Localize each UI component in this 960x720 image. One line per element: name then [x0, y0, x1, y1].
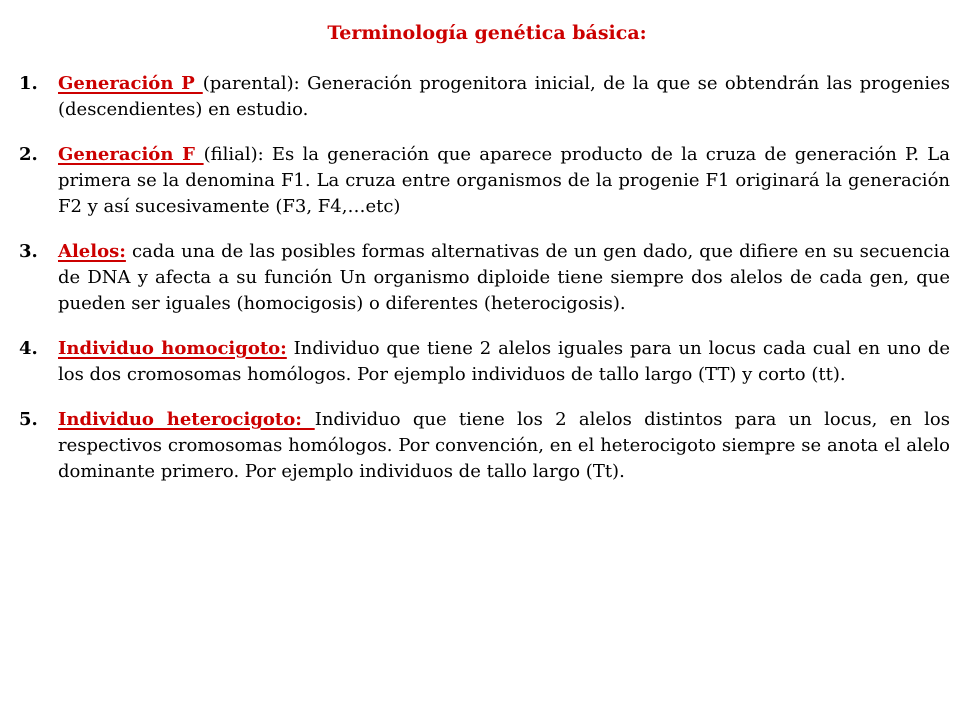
page-title: Terminología genética básica:: [327, 22, 647, 44]
list-item: [16, 336, 950, 388]
term-name: Generación F: [58, 144, 204, 165]
list-item: [16, 71, 950, 123]
list-item: [16, 239, 950, 317]
list-item: [16, 142, 950, 220]
term-definition: Individuo que tiene los 2 alelos distintos para un locus, en los respectivos cromosomas homólogos. Por convención, en el heterocigoto siempre se anota el alelo dominante primero. Por ejemplo individuos de tallo largo (Tt).: [58, 409, 950, 482]
term-definition: cada una de las posibles formas alternativas de un gen dado, que difiere en su secuencia de DNA y afecta a su función Un organismo diploide tiene siempre dos alelos de cada gen, que pueden ser iguales (homocigosis) o diferentes (heterocigosis).: [58, 241, 950, 314]
item-number: 1.: [19, 73, 38, 94]
term-definition: (filial): Es la generación que aparece producto de la cruza de generación P. La primera se la denomina F1. La cruza entre organismos de la progenie F1 originará la generación F2 y así sucesivamente (F3, F4,…etc): [58, 144, 950, 217]
term-definition: Individuo que tiene 2 alelos iguales para un locus cada cual en uno de los dos cromosomas homólogos. Por ejemplo individuos de tallo largo (TT) y corto (tt).: [58, 338, 950, 385]
term-name: Alelos:: [58, 241, 126, 262]
item-number: 2.: [19, 144, 38, 165]
term-name: Generación P: [58, 73, 203, 94]
term-name: Individuo homocigoto:: [58, 338, 287, 359]
item-number: 4.: [19, 338, 38, 359]
item-number: 3.: [19, 241, 38, 262]
term-definition: (parental): Generación progenitora inicial, de la que se obtendrán las progenies (descendientes) en estudio.: [58, 73, 951, 120]
item-number: 5.: [19, 409, 38, 430]
terms-list: [16, 71, 950, 485]
term-name: Individuo heterocigoto:: [58, 409, 315, 430]
list-item: [16, 407, 950, 485]
